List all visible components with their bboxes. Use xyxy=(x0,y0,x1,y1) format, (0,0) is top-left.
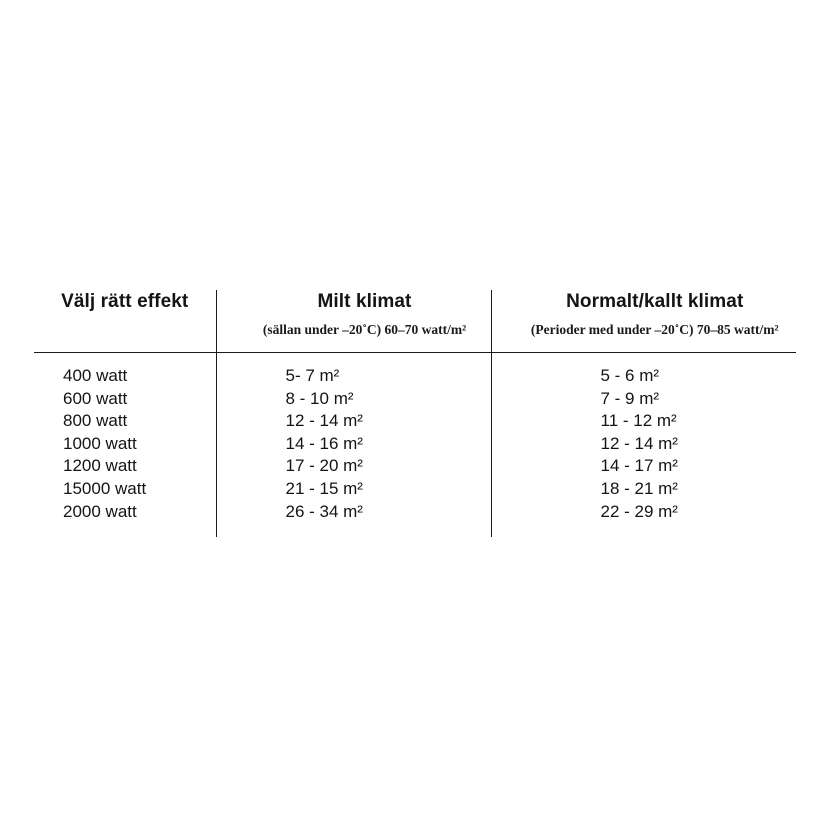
mild-climate-value: 12 - 14 m² xyxy=(285,411,363,431)
cold-climate-value: 11 - 12 m² xyxy=(600,411,677,431)
table-body xyxy=(34,353,796,538)
effect-value: 2000 watt xyxy=(63,501,137,521)
cell-group-effect xyxy=(34,353,216,538)
table-header-row xyxy=(34,290,796,353)
cold-climate-value: 7 - 9 m² xyxy=(600,388,660,408)
cold-climate-value: 12 - 14 m² xyxy=(600,433,678,453)
column-header-effect xyxy=(34,290,216,353)
effect-value: 15000 watt xyxy=(63,478,147,498)
effect-value: 400 watt xyxy=(63,366,128,385)
effect-value: 1000 watt xyxy=(63,433,137,453)
column-header-cold-climate xyxy=(491,290,796,353)
mild-climate-value: 14 - 16 m² xyxy=(285,433,363,453)
mild-climate-value: 17 - 20 m² xyxy=(285,456,363,476)
cell-group-mild-climate xyxy=(216,353,491,538)
column-header-mild-climate-subtitle: (sällan under –20˚C) 60–70 watt/m² xyxy=(262,322,467,337)
mild-climate-value: 5- 7 m² xyxy=(285,366,340,385)
effect-value-list xyxy=(34,353,216,537)
column-header-mild-climate xyxy=(216,290,491,353)
effect-value: 800 watt xyxy=(63,411,128,431)
column-header-cold-climate-title: Normalt/kallt klimat xyxy=(566,291,744,312)
table-row xyxy=(34,353,796,538)
mild-climate-value-list xyxy=(217,353,491,537)
mild-climate-value: 26 - 34 m² xyxy=(285,501,363,521)
effect-value: 1200 watt xyxy=(63,456,137,476)
spec-table xyxy=(34,290,796,537)
cold-climate-value: 18 - 21 m² xyxy=(600,478,678,498)
power-selection-table xyxy=(34,290,796,537)
mild-climate-value: 8 - 10 m² xyxy=(285,388,354,408)
effect-value: 600 watt xyxy=(63,388,128,408)
table-header xyxy=(34,290,796,353)
cold-climate-value: 14 - 17 m² xyxy=(600,456,678,476)
mild-climate-value: 21 - 15 m² xyxy=(285,478,363,498)
cell-group-cold-climate xyxy=(491,353,796,538)
column-header-effect-title: Välj rätt effekt xyxy=(61,291,189,312)
cold-climate-value-list xyxy=(492,353,797,537)
column-header-mild-climate-title: Milt klimat xyxy=(317,291,412,312)
cold-climate-value: 5 - 6 m² xyxy=(600,366,660,385)
cold-climate-value: 22 - 29 m² xyxy=(600,501,678,521)
column-header-cold-climate-subtitle: (Perioder med under –20˚C) 70–85 watt/m² xyxy=(530,322,779,337)
